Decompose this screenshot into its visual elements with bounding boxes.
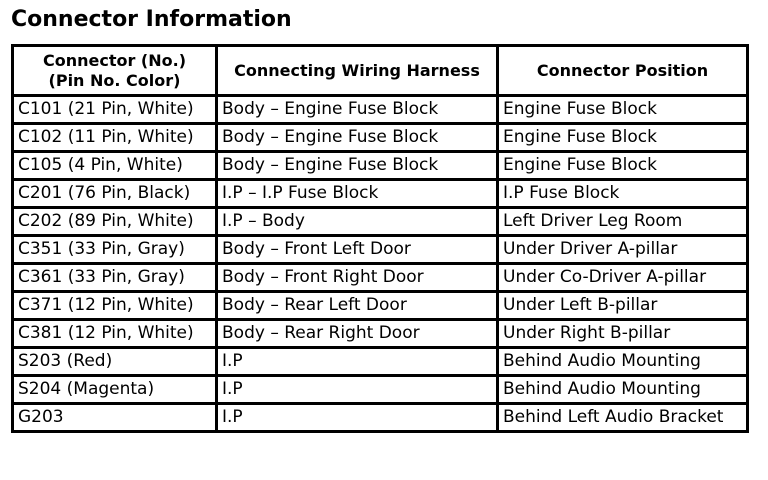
cell-wiring-harness: Body – Front Left Door — [217, 236, 498, 264]
cell-connector-position: Under Right B-pillar — [498, 320, 748, 348]
cell-connector-position: Under Co-Driver A-pillar — [498, 264, 748, 292]
cell-connector: C105 (4 Pin, White) — [13, 152, 217, 180]
cell-wiring-harness: I.P – I.P Fuse Block — [217, 180, 498, 208]
header-wiring-harness-label: Connecting Wiring Harness — [234, 60, 480, 80]
table-row — [13, 348, 748, 376]
cell-connector-position: Engine Fuse Block — [498, 96, 748, 124]
header-connector — [13, 46, 217, 96]
cell-wiring-harness: I.P — [217, 348, 498, 376]
cell-wiring-harness: Body – Front Right Door — [217, 264, 498, 292]
table-row — [13, 404, 748, 432]
header-connector-line-1: Connector (No.) — [42, 50, 187, 70]
cell-connector: C351 (33 Pin, Gray) — [13, 236, 217, 264]
table-row — [13, 376, 748, 404]
cell-connector: C371 (12 Pin, White) — [13, 292, 217, 320]
cell-connector-position: Behind Left Audio Bracket — [498, 404, 748, 432]
cell-connector: C201 (76 Pin, Black) — [13, 180, 217, 208]
cell-wiring-harness: Body – Engine Fuse Block — [217, 96, 498, 124]
cell-wiring-harness: I.P – Body — [217, 208, 498, 236]
cell-connector: G203 — [13, 404, 217, 432]
cell-wiring-harness: Body – Rear Right Door — [217, 320, 498, 348]
header-connector-position — [498, 46, 748, 96]
cell-connector-position: Under Left B-pillar — [498, 292, 748, 320]
header-wiring-harness — [217, 46, 498, 96]
table-header — [13, 46, 748, 96]
connector-table — [11, 44, 749, 433]
table-row — [13, 320, 748, 348]
header-row — [13, 46, 748, 96]
table-row — [13, 264, 748, 292]
table-row — [13, 96, 748, 124]
table-row — [13, 180, 748, 208]
cell-connector-position: Behind Audio Mounting — [498, 348, 748, 376]
table-row — [13, 292, 748, 320]
table-row — [13, 124, 748, 152]
table-body — [13, 96, 748, 432]
cell-wiring-harness: Body – Engine Fuse Block — [217, 152, 498, 180]
table-row — [13, 236, 748, 264]
cell-wiring-harness: I.P — [217, 404, 498, 432]
cell-connector-position: Engine Fuse Block — [498, 124, 748, 152]
cell-wiring-harness: Body – Rear Left Door — [217, 292, 498, 320]
cell-connector: C361 (33 Pin, Gray) — [13, 264, 217, 292]
cell-wiring-harness: Body – Engine Fuse Block — [217, 124, 498, 152]
cell-wiring-harness: I.P — [217, 376, 498, 404]
cell-connector: S204 (Magenta) — [13, 376, 217, 404]
cell-connector-position: Under Driver A-pillar — [498, 236, 748, 264]
cell-connector: C381 (12 Pin, White) — [13, 320, 217, 348]
cell-connector-position: Engine Fuse Block — [498, 152, 748, 180]
cell-connector: C202 (89 Pin, White) — [13, 208, 217, 236]
cell-connector: S203 (Red) — [13, 348, 217, 376]
table-row — [13, 152, 748, 180]
header-connector-line-2: (Pin No. Color) — [48, 70, 181, 90]
cell-connector: C102 (11 Pin, White) — [13, 124, 217, 152]
cell-connector-position: I.P Fuse Block — [498, 180, 748, 208]
cell-connector-position: Behind Audio Mounting — [498, 376, 748, 404]
page-title: Connector Information — [11, 7, 292, 32]
cell-connector: C101 (21 Pin, White) — [13, 96, 217, 124]
header-connector-position-label: Connector Position — [536, 60, 709, 80]
cell-connector-position: Left Driver Leg Room — [498, 208, 748, 236]
table-row — [13, 208, 748, 236]
